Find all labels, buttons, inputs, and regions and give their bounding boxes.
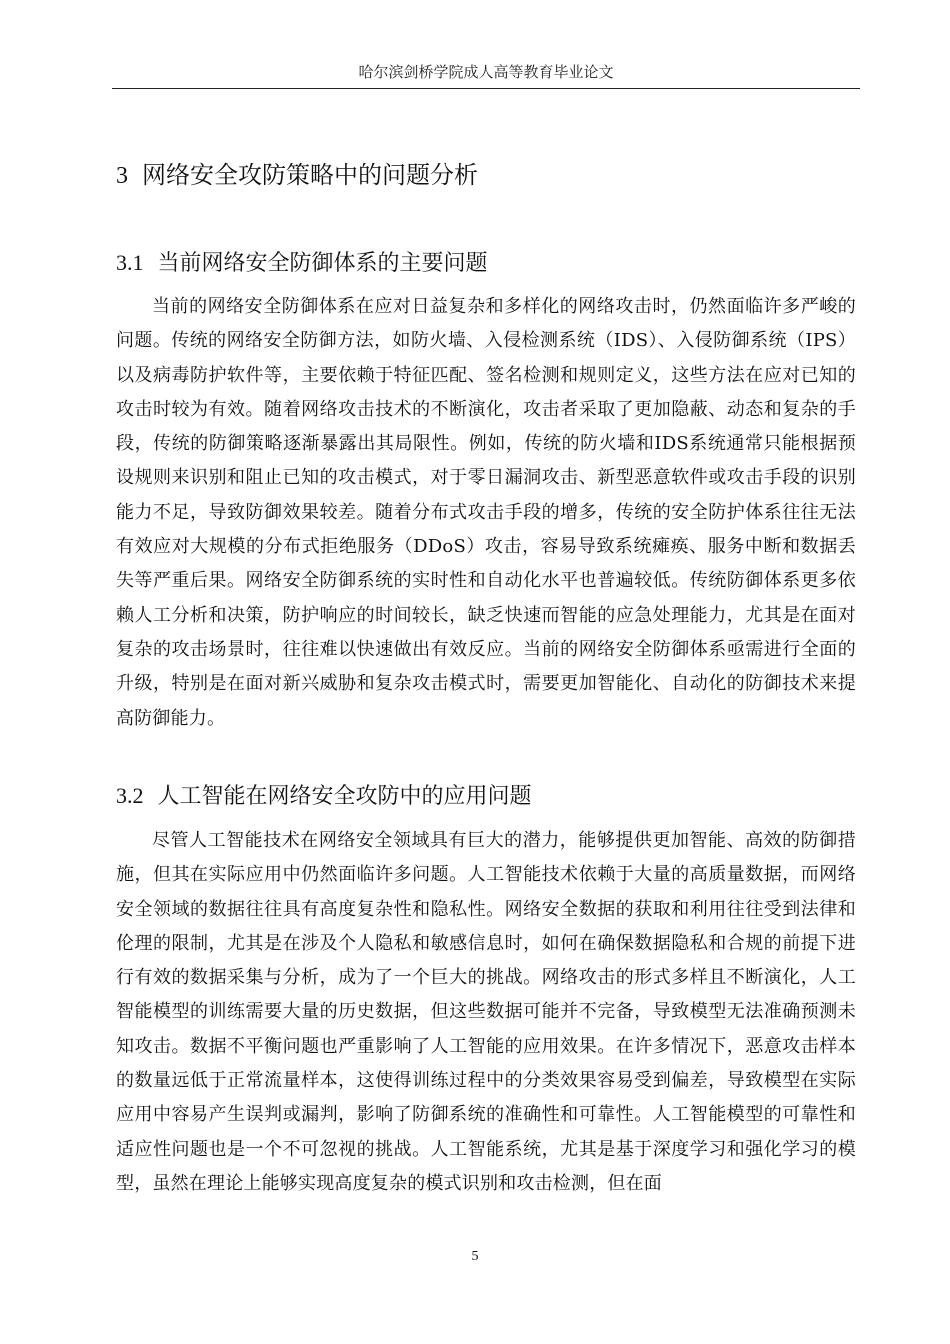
chapter-title-text: 网络安全攻防策略中的问题分析 — [142, 161, 478, 189]
section-3-1-paragraph: 当前的网络安全防御体系在应对日益复杂和多样化的网络攻击时，仍然面临许多严峻的问题。传统的网络安全防御方法，如防火墙、入侵检测系统（IDS）、入侵防御系统（IPS）以及病毒防护软件等，主要依赖于特征匹配、签名检测和规则定义，这些方法在应对已知的攻击时较为有效。随着网络攻击技术的不断演化，攻击者采取了更加隐蔽、动态和复杂的手段，传统的防御策略逐渐暴露出其局限性。例如，传统的防火墙和IDS系统通常只能根据预设规则来识别和阻止已知的攻击模式，对于零日漏洞攻击、新型恶意软件或攻击手段的识别能力不足，导致防御效果较差。随着分布式攻击手段的增多，传统的安全防护体系往往无法有效应对大规模的分布式拒绝服务（DDoS）攻击，容易导致系统瘫痪、服务中断和数据丢失等严重后果。网络安全防御系统的实时性和自动化水平也普遍较低。传统防御体系更多依赖人工分析和决策，防护响应的时间较长，缺乏快速而智能的应急处理能力，尤其是在面对复杂的攻击场景时，往往难以快速做出有效反应。当前的网络安全防御体系亟需进行全面的升级，特别是在面对新兴威胁和复杂攻击模式时，需要更加智能化、自动化的防御技术来提高防御能力。 — [116, 296, 856, 729]
section-title-text: 当前网络安全防御体系的主要问题 — [157, 251, 488, 276]
page-number: 5 — [471, 1249, 479, 1264]
section-number: 3.1 — [116, 250, 144, 275]
section-heading-3-2 — [116, 781, 532, 812]
chapter-number: 3 — [116, 163, 128, 189]
section-number: 3.2 — [116, 783, 144, 808]
section-heading-3-1 — [116, 248, 488, 279]
section-title-text: 人工智能在网络安全攻防中的应用问题 — [157, 784, 532, 809]
header-divider — [112, 88, 860, 89]
running-header: 哈尔滨剑桥学院成人高等教育毕业论文 — [358, 63, 614, 81]
section-3-2-paragraph: 尽管人工智能技术在网络安全领域具有巨大的潜力，能够提供更加智能、高效的防御措施，但其在实际应用中仍然面临许多问题。人工智能技术依赖于大量的高质量数据，而网络安全领域的数据往往具有高度复杂性和隐私性。网络安全数据的获取和利用往往受到法律和伦理的限制，尤其是在涉及个人隐私和敏感信息时，如何在确保数据隐私和合规的前提下进行有效的数据采集与分析，成为了一个巨大的挑战。网络攻击的形式多样且不断演化，人工智能模型的训练需要大量的历史数据，但这些数据可能并不完备，导致模型无法准确预测未知攻击。数据不平衡问题也严重影响了人工智能的应用效果。在许多情况下，恶意攻击样本的数量远低于正常流量样本，这使得训练过程中的分类效果容易受到偏差，导致模型在实际应用中容易产生误判或漏判，影响了防御系统的准确性和可靠性。人工智能模型的可靠性和适应性问题也是一个不可忽视的挑战。人工智能系统，尤其是基于深度学习和强化学习的模型，虽然在理论上能够实现高度复杂的模式识别和攻击检测，但在面 — [116, 830, 856, 1194]
chapter-title — [116, 158, 478, 193]
